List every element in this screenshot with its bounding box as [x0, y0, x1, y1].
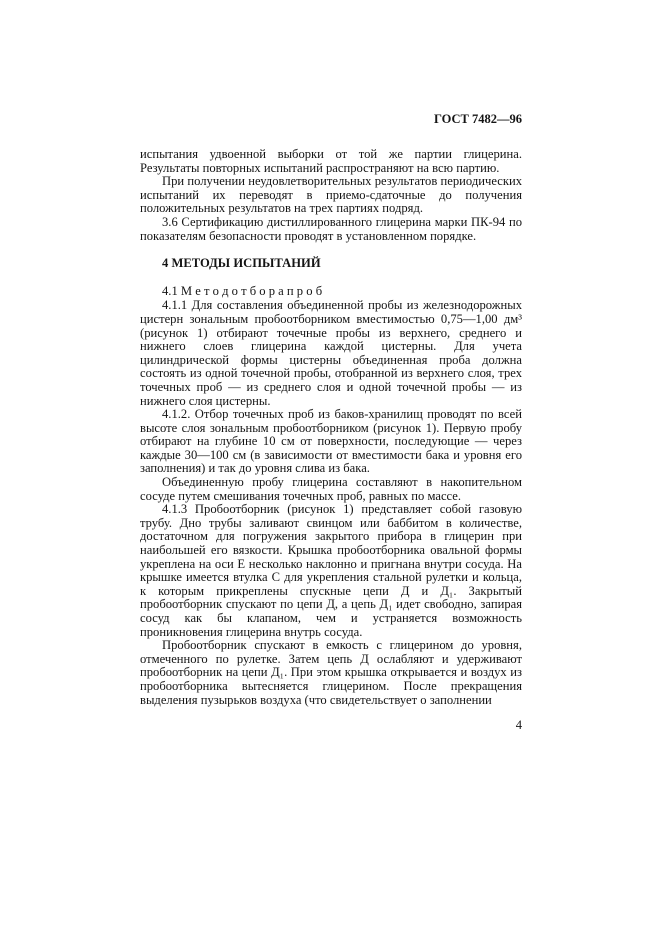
page-number: 4 — [515, 718, 522, 733]
paragraph-periodic-tests: При получении неудовлетворительных результатов периодических испытаний их переводят в приемо-сдаточные до получения положительных результатов на трех партиях подряд. — [140, 174, 522, 216]
paragraph-4-1-3: 4.1.3 Пробоотборник (рисунок 1) представляет собой газовую трубу. Дно трубы заливают свинцом или баббитом в количестве, достаточном для погружения закрытого прибора в глицерин при наибольшей его вязкости. Крышка пробоотборника овальной формы укреплена на оси Е несколько наклонно и пригнана внутри сосуда. На крышке имеется втулка С для укрепления стальной рулетки и кольца, к которым прикреплены спускные цепи Д и Д₁. Закрытый пробоотборник спускают по цепи Д, а цепь Д₁ идет свободно, запирая сосуд как бы клапаном, чем и устраняется возможность проникновения глицерина внутрь сосуда. — [140, 502, 522, 639]
section-heading-4: 4 МЕТОДЫ ИСПЫТАНИЙ — [162, 256, 321, 271]
paragraph-4-1-1: 4.1.1 Для составления объединенной пробы из железнодорожных цистерн зональным пробоотборником вместимостью 0,75—1,00 дм³ (рисунок 1) отбирают точечные пробы из верхнего, среднего и нижнего слоев глицерина каждой цистерны. Для учета цилиндрической формы цистерны объединенная проба должна состоять из одной точечной пробы, отобранной из верхнего слоя, трех точечных проб — из среднего слоя и одной точечной пробы — из нижнего слоя цистерны. — [140, 298, 522, 408]
subsection-heading-4-1: 4.1 М е т о д о т б о р а п р о б — [162, 283, 323, 298]
standard-number-header: ГОСТ 7482—96 — [433, 112, 522, 126]
paragraph-4-1-2: 4.1.2. Отбор точечных проб из баков-хранилищ проводят по всей высоте слоя зональным пробоотборником (рисунок 1). Первую пробу отбирают на глубине 10 см от поверхности, последующие — через каждые 30—100 см (в зависимости от вместимости бака и уровня его заполнения) и так до уровня слива из бака. — [140, 407, 522, 476]
paragraph-certification-3-6: 3.6 Сертификацию дистиллированного глицерина марки ПК-94 по показателям безопасности проводят в установленном порядке. — [140, 214, 522, 243]
paragraph-final: Пробоотборник спускают в емкость с глицерином до уровня, отмеченного по рулетке. Затем цепь Д ослабляют и удерживают пробоотборник на цепи Д₁. При этом крышка открывается и воздух из пробоотборника вытесняется глицерином. После прекращения выделения пузырьков воздуха (что свидетельствует о заполнении — [140, 638, 522, 707]
paragraph-intro: испытания удвоенной выборки от той же партии глицерина. Результаты повторных испытаний распространяют на всю партию. — [140, 147, 522, 175]
paragraph-combined-sample: Объединенную пробу глицерина составляют в накопительном сосуде путем смешивания точечных проб, равных по массе. — [140, 475, 522, 503]
document-content — [140, 112, 522, 733]
